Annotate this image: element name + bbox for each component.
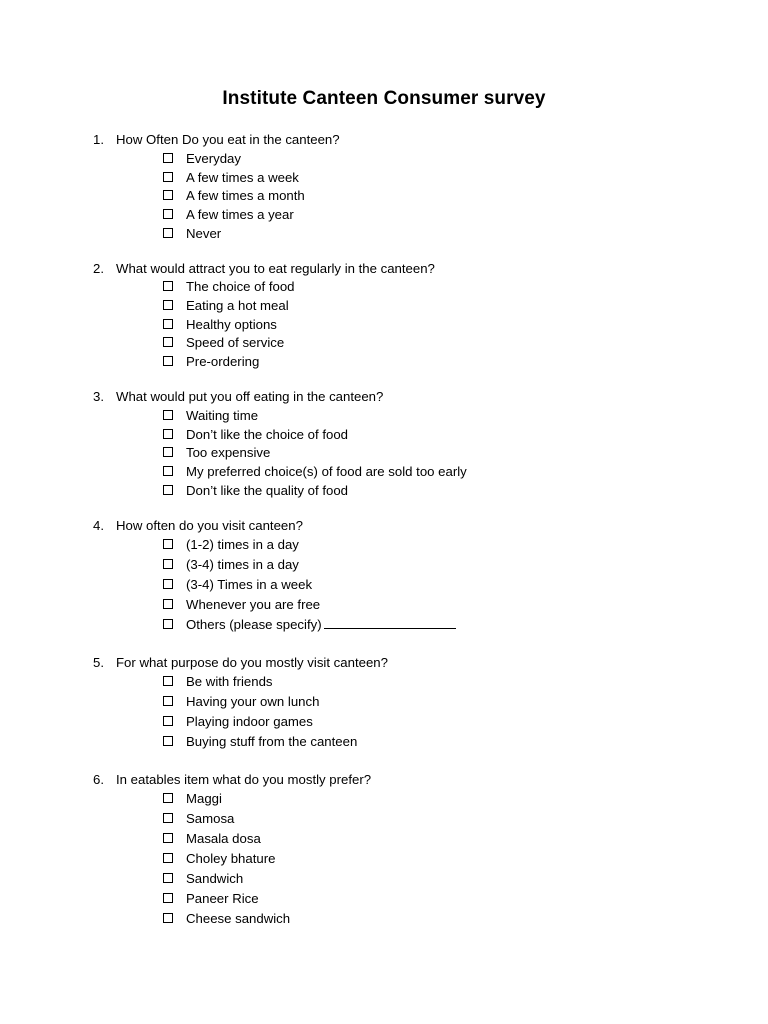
option-item[interactable] <box>163 187 305 205</box>
option-item[interactable] <box>163 206 294 224</box>
option-label: Be with friends <box>186 674 273 689</box>
option-label: Buying stuff from the canteen <box>186 734 358 749</box>
option-label: Maggi <box>186 791 222 806</box>
question-5 <box>93 654 388 672</box>
option-item[interactable] <box>163 426 348 444</box>
option-label: Others (please specify) <box>186 617 322 632</box>
checkbox-icon[interactable] <box>163 853 173 863</box>
option-item[interactable] <box>163 713 313 731</box>
option-item[interactable] <box>163 576 312 594</box>
option-label: (3-4) Times in a week <box>186 577 313 592</box>
option-item[interactable] <box>163 463 467 481</box>
checkbox-icon[interactable] <box>163 300 173 310</box>
option-label: My preferred choice(s) of food are sold too early <box>186 464 467 479</box>
checkbox-icon[interactable] <box>163 716 173 726</box>
option-item[interactable] <box>163 790 222 808</box>
option-item[interactable] <box>163 536 299 554</box>
option-item[interactable] <box>163 225 221 243</box>
option-label: A few times a month <box>186 188 305 203</box>
option-label: Whenever you are free <box>186 597 321 612</box>
option-label: Cheese sandwich <box>186 911 291 926</box>
option-item[interactable] <box>163 407 258 425</box>
checkbox-icon[interactable] <box>163 228 173 238</box>
option-label: Waiting time <box>186 408 259 423</box>
question-number: 1. <box>93 132 104 147</box>
option-item[interactable] <box>163 353 259 371</box>
option-item[interactable] <box>163 693 319 711</box>
page-title: Institute Canteen Consumer survey <box>222 88 546 109</box>
question-6 <box>93 771 371 789</box>
question-number: 5. <box>93 655 104 670</box>
option-label: Sandwich <box>186 871 244 886</box>
option-label: Samosa <box>186 811 235 826</box>
checkbox-icon[interactable] <box>163 447 173 457</box>
option-item[interactable] <box>163 910 290 928</box>
question-4 <box>93 517 303 535</box>
option-label: Masala dosa <box>186 831 261 846</box>
question-number: 4. <box>93 518 104 533</box>
question-1 <box>93 131 340 149</box>
checkbox-icon[interactable] <box>163 873 173 883</box>
option-label: Choley bhature <box>186 851 276 866</box>
option-label: A few times a year <box>186 207 294 222</box>
checkbox-icon[interactable] <box>163 466 173 476</box>
option-label: A few times a week <box>186 170 299 185</box>
checkbox-icon[interactable] <box>163 676 173 686</box>
question-text: For what purpose do you mostly visit canteen? <box>116 655 388 670</box>
option-label: Eating a hot meal <box>186 298 289 313</box>
option-label: Paneer Rice <box>186 891 259 906</box>
option-item[interactable] <box>163 278 295 296</box>
checkbox-icon[interactable] <box>163 429 173 439</box>
question-number: 6. <box>93 772 104 787</box>
option-item[interactable] <box>163 297 289 315</box>
checkbox-icon[interactable] <box>163 579 173 589</box>
option-item[interactable] <box>163 596 320 614</box>
option-item[interactable] <box>163 810 234 828</box>
option-item[interactable] <box>163 444 270 462</box>
checkbox-icon[interactable] <box>163 337 173 347</box>
checkbox-icon[interactable] <box>163 893 173 903</box>
specify-blank-field[interactable] <box>324 616 456 629</box>
checkbox-icon[interactable] <box>163 485 173 495</box>
option-label: Never <box>186 226 222 241</box>
option-item[interactable] <box>163 169 299 187</box>
option-label: Too expensive <box>186 445 271 460</box>
option-label: Don’t like the quality of food <box>186 483 349 498</box>
option-item[interactable] <box>163 334 284 352</box>
option-label: Don’t like the choice of food <box>186 427 349 442</box>
option-item[interactable] <box>163 733 357 751</box>
checkbox-icon[interactable] <box>163 913 173 923</box>
option-label: Healthy options <box>186 317 277 332</box>
option-item[interactable] <box>163 870 243 888</box>
checkbox-icon[interactable] <box>163 153 173 163</box>
option-label: (3-4) times in a day <box>186 557 299 572</box>
checkbox-icon[interactable] <box>163 619 173 629</box>
checkbox-icon[interactable] <box>163 833 173 843</box>
checkbox-icon[interactable] <box>163 793 173 803</box>
question-2 <box>93 260 435 278</box>
option-label: (1-2) times in a day <box>186 537 299 552</box>
checkbox-icon[interactable] <box>163 172 173 182</box>
question-text: How Often Do you eat in the canteen? <box>116 132 340 147</box>
checkbox-icon[interactable] <box>163 599 173 609</box>
option-label: Pre-ordering <box>186 354 260 369</box>
option-label: Having your own lunch <box>186 694 320 709</box>
checkbox-icon[interactable] <box>163 559 173 569</box>
question-text: In eatables item what do you mostly prefer? <box>116 772 372 787</box>
question-3 <box>93 388 383 406</box>
option-item[interactable] <box>163 890 259 908</box>
question-text: How often do you visit canteen? <box>116 518 303 533</box>
option-item[interactable] <box>163 150 241 168</box>
option-item[interactable] <box>163 616 456 634</box>
checkbox-icon[interactable] <box>163 190 173 200</box>
option-item[interactable] <box>163 673 273 691</box>
option-label: Playing indoor games <box>186 714 313 729</box>
checkbox-icon[interactable] <box>163 356 173 366</box>
option-label: Speed of service <box>186 335 285 350</box>
option-item[interactable] <box>163 850 275 868</box>
checkbox-icon[interactable] <box>163 813 173 823</box>
option-item[interactable] <box>163 556 299 574</box>
checkbox-icon[interactable] <box>163 539 173 549</box>
option-item[interactable] <box>163 830 261 848</box>
checkbox-icon[interactable] <box>163 736 173 746</box>
option-label: Everyday <box>186 151 241 166</box>
option-item[interactable] <box>163 316 277 334</box>
checkbox-icon[interactable] <box>163 319 173 329</box>
option-item[interactable] <box>163 482 348 500</box>
question-number: 2. <box>93 261 104 276</box>
option-label: The choice of food <box>186 279 295 294</box>
checkbox-icon[interactable] <box>163 410 173 420</box>
checkbox-icon[interactable] <box>163 696 173 706</box>
checkbox-icon[interactable] <box>163 209 173 219</box>
question-number: 3. <box>93 389 104 404</box>
checkbox-icon[interactable] <box>163 281 173 291</box>
question-text: What would attract you to eat regularly in the canteen? <box>116 261 435 276</box>
question-text: What would put you off eating in the canteen? <box>116 389 384 404</box>
